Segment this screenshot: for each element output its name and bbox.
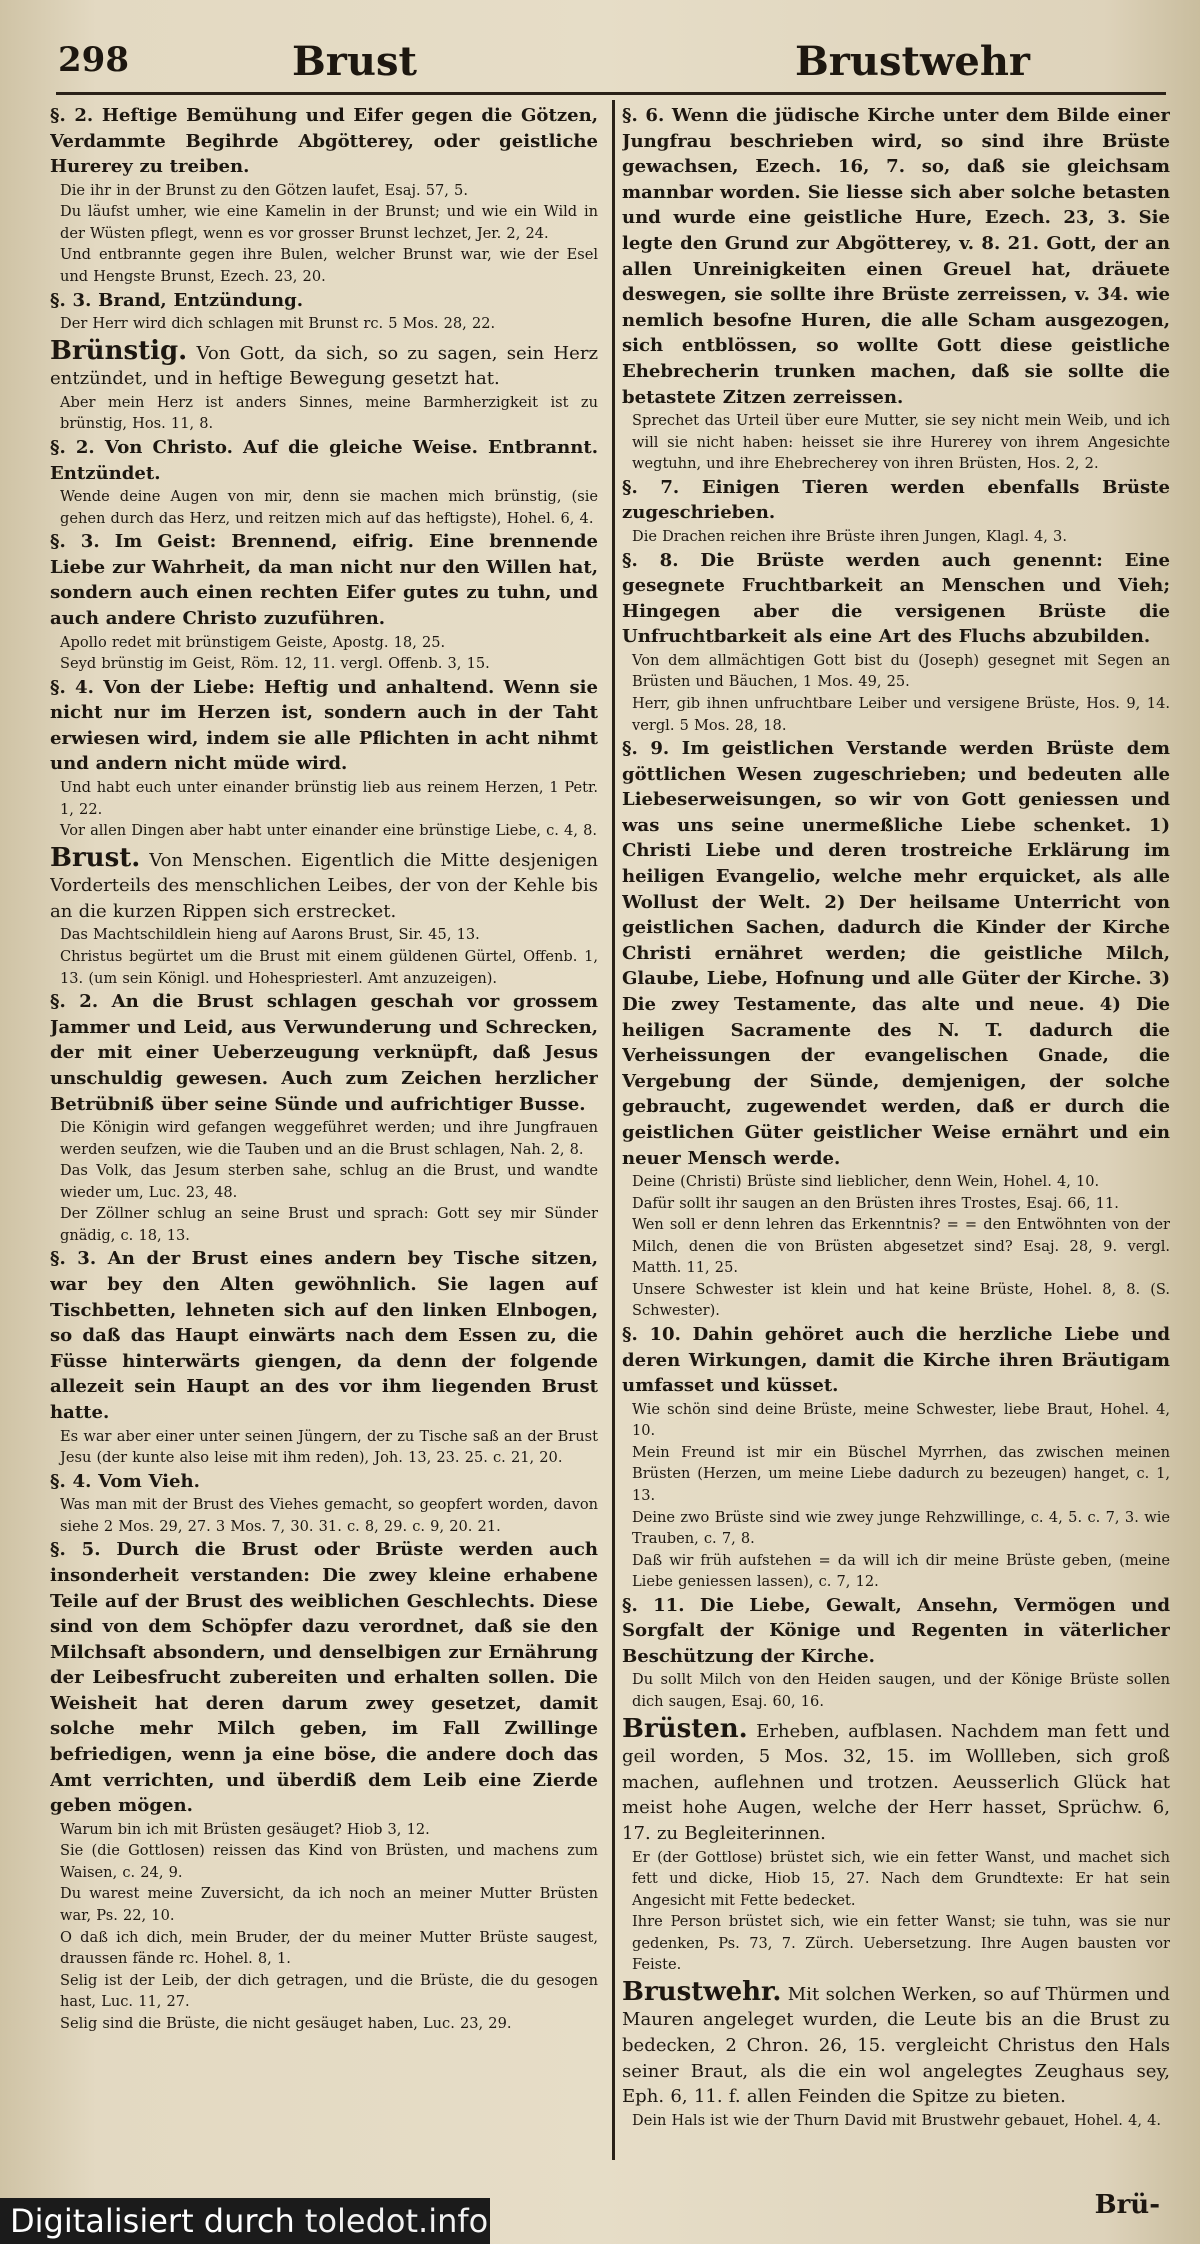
page-header (0, 34, 1200, 94)
definition-paragraph: §. 2. Heftige Bemühung und Eifer gegen die Götzen, Verdammte Begihrde Abgötterey, oder geistliche Hurerey zu treiben. (50, 105, 598, 178)
scripture-citation: Deine zwo Brüste sind wie zwey junge Rehzwillinge, c. 4, 5. c. 7, 3. wie Trauben, c. 7, 8. (632, 1508, 1170, 1548)
entry-lemma: Brust. (50, 842, 141, 873)
definition-paragraph: §. 6. Wenn die jüdische Kirche unter dem Bilde einer Jungfrau beschrieben wird, so sind ihre Brüste gewachsen, Ezech. 16, 7. so, daß sie gleichsam mannbar worden. Sie liesse sich aber solche betasten und wurde eine geistliche Hure, Ezech. 23, 3. Sie legte den Grund zur Abgötterey, v. 8. 21. Gott, der an allen Unreinigkeiten einen Greuel hat, dräuete deswegen, sie sollte ihre Brüste zerreissen, v. 34. wie nemlich besofne Huren, die alle Scham ausgezogen, sich entblössen, so wollte Gott diese geistliche Ehebrecherin trunken machen, daß sie sollte die betastete Zitzen zerreissen. (622, 105, 1170, 408)
scripture-citation: Unsere Schwester ist klein und hat keine Brüste, Hohel. 8, 8. (S. Schwester). (632, 1280, 1170, 1320)
definition-paragraph: §. 11. Die Liebe, Gewalt, Ansehn, Vermögen und Sorgfalt der Könige und Regenten in väterlicher Beschützung der Kirche. (622, 1594, 1170, 1667)
scripture-citation: Und habt euch unter einander brünstig lieb aus reinem Herzen, 1 Petr. 1, 22. (60, 779, 598, 818)
definition-paragraph: §. 4. Vom Vieh. (50, 1470, 200, 1492)
entry-lemma: Brünstig. (50, 335, 188, 366)
scripture-citation: Du läufst umher, wie eine Kamelin in der Brunst; und wie ein Wild in der Wüsten pflegt, wenn es vor grosser Brunst lechzet, Jer. 2, 24. (60, 203, 598, 242)
scripture-citation: Ihre Person brüstet sich, wie ein fetter Wanst; sie tuhn, was sie nur gedenken, Ps. 73, 7. Zürch. Uebersetzung. Ihre Augen bausten vor Feiste. (632, 1913, 1170, 1974)
scripture-citation: Seyd brünstig im Geist, Röm. 12, 11. vergl. Offenb. 3, 15. (60, 655, 490, 673)
scripture-citation: Vor allen Dingen aber habt unter einander eine brünstige Liebe, c. 4, 8. (60, 822, 597, 840)
definition-paragraph: §. 3. Im Geist: Brennend, eifrig. Eine brennende Liebe zur Wahrheit, da man nicht nur den Willen hat, sondern auch einen rechten Eifer gutes zu tuhn, und auch andere Christo zuzuführen. (50, 531, 598, 629)
entry-text: Von Menschen. Eigentlich die Mitte desjenigen Vorderteils des menschlichen Leibes, der von der Kehle bis an die kurzen Rippen sich erstrecket. (50, 849, 598, 922)
scripture-citation: Wende deine Augen von mir, denn sie machen mich brünstig, (sie gehen durch das Herz, und reitzen mich auf das heftigste), Hohel. 6, 4. (60, 488, 598, 527)
scripture-citation: Selig sind die Brüste, die nicht gesäuget haben, Luc. 23, 29. (60, 2014, 512, 2032)
scripture-citation: Was man mit der Brust des Viehes gemacht, so geopfert worden, davon siehe 2 Mos. 29, 27. 3 Mos. 7, 30. 31. c. 8, 29. c. 9, 20. 21. (60, 1496, 598, 1535)
definition-paragraph: §. 9. Im geistlichen Verstande werden Brüste dem göttlichen Wesen zugeschrieben; und bedeuten alle Liebeserweisungen, so wir von Gott geniessen und was uns seine unermeßliche Liebe schenket. 1) Christi Liebe und deren trostreiche Erklärung im heiligen Evangelio, welche mehr erquicket, als alle Wollust der Welt. 2) Der heilsame Unterricht von geistlichen Sachen, dadurch die Kinder der Kirche Christi ernähret werden; die geistliche Milch, Glaube, Liebe, Hofnung und alle Güter der Kirche. 3) Die zwey Testamente, das alte und neue. 4) Die heiligen Sacramente des N. T. dadurch die Verheissungen der evangelischen Gnade, die Vergebung der Sünde, demjenigen, der solche gebraucht, zugewendet werden, daß er durch die geistlichen Güter geistlicher Weise ernährt und ein neuer Mensch werde. (622, 738, 1170, 1169)
footer-prefix: Digitalisiert durch (10, 2202, 305, 2240)
header-rule (56, 92, 1166, 95)
scripture-citation: Es war aber einer unter seinen Jüngern, der zu Tische saß an der Brust Jesu (der kunte also leise mit ihm reden), Joh. 13, 23. 25. c. 21, 20. (60, 1427, 598, 1467)
digitization-footer[interactable] (0, 2198, 490, 2244)
scripture-citation: Die Drachen reichen ihre Brüste ihren Jungen, Klagl. 4, 3. (632, 527, 1067, 545)
definition-paragraph: §. 7. Einigen Tieren werden ebenfalls Brüste zugeschrieben. (622, 476, 1170, 524)
entry-text: Mit solchen Werken, so auf Thürmen und Mauren angeleget wurden, die Leute bis an die Brust zu bedecken, 2 Chron. 26, 15. vergleicht Christus den Hals seiner Braut, als die ein wol angelegtes Zeughaus sey, Eph. 6, 11. f. allen Feinden die Spitze zu bieten. (622, 1983, 1170, 2108)
scripture-citation: Aber mein Herz ist anders Sinnes, meine Barmherzigkeit ist zu brünstig, Hos. 11, 8. (60, 393, 598, 433)
right-column (622, 103, 1170, 2153)
footer-site-link[interactable]: toledot.info (304, 2202, 489, 2240)
dictionary-entry (50, 335, 598, 392)
dictionary-entry (622, 1976, 1170, 2110)
scripture-citation: Mein Freund ist mir ein Büschel Myrrhen, das zwischen meinen Brüsten (Herzen, um meine Liebe dadurch zu bezeugen) hanget, c. 1, 13. (632, 1443, 1170, 1504)
scripture-citation: Herr, gib ihnen unfruchtbare Leiber und versigene Brüste, Hos. 9, 14. vergl. 5 Mos. 28, 18. (632, 694, 1170, 734)
definition-paragraph: §. 2. Von Christo. Auf die gleiche Weise. Entbrannt. Entzündet. (50, 436, 598, 484)
scripture-citation: Der Zöllner schlug an seine Brust und sprach: Gott sey mir Sünder gnädig, c. 18, 13. (60, 1205, 598, 1244)
catchword: Brü- (1094, 2190, 1160, 2220)
definition-paragraph: §. 8. Die Brüste werden auch genennt: Eine gesegnete Fruchtbarkeit an Menschen und Vieh; Hingegen aber die versigenen Brüste die Unfruchtbarkeit als eine Art des Fluchs abzubilden. (622, 549, 1170, 648)
scripture-citation: Du sollt Milch von den Heiden saugen, und der Könige Brüste sollen dich saugen, Esaj. 60, 16. (632, 1671, 1170, 1711)
scripture-citation: Und entbrannte gegen ihre Bulen, welcher Brunst war, wie der Esel und Hengste Brunst, Ezech. 23, 20. (60, 246, 598, 285)
definition-paragraph: §. 2. An die Brust schlagen geschah vor grossem Jammer und Leid, aus Verwunderung und Schrecken, der mit einer Ueberzeugung verknüpft, daß Jesus unschuldig gewesen. Auch zum Zeichen herzlicher Betrübniß über seine Sünde und aufrichtiger Busse. (50, 991, 598, 1115)
page-number: 298 (58, 40, 129, 80)
definition-paragraph: §. 3. An der Brust eines andern bey Tische sitzen, war bey den Alten gewöhnlich. Sie lagen auf Tischbetten, lehneten sich auf den linken Elnbogen, so daß das Haupt einwärts nach dem Essen zu, die Füsse hinterwärts giengen, da denn der folgende allezeit sein Haupt an des vor ihm liegenden Brust hatte. (50, 1248, 598, 1423)
scripture-citation: Die ihr in der Brunst zu den Götzen laufet, Esaj. 57, 5. (60, 181, 468, 199)
scripture-citation: Die Königin wird gefangen weggeführet werden; und ihre Jungfrauen werden seufzen, wie die Tauben und an die Brust schlagen, Nah. 2, 8. (60, 1119, 598, 1158)
scripture-citation: Das Volk, das Jesum sterben sahe, schlug an die Brust, und wandte wieder um, Luc. 23, 48. (60, 1162, 598, 1201)
scripture-citation: Wie schön sind deine Brüste, meine Schwester, liebe Braut, Hohel. 4, 10. (632, 1400, 1170, 1440)
scripture-citation: Dein Hals ist wie der Thurn David mit Brustwehr gebauet, Hohel. 4, 4. (632, 2111, 1162, 2129)
scripture-citation: Wen soll er denn lehren das Erkenntnis? = = den Entwöhnten von der Milch, denen die von Brüsten abgesetzet sind? Esaj. 28, 9. vergl. Matth. 11, 25. (632, 1216, 1170, 1277)
dictionary-entry (50, 842, 598, 925)
definition-paragraph: §. 3. Brand, Entzündung. (50, 289, 304, 311)
scripture-citation: Sprechet das Urteil über eure Mutter, sie sey nicht mein Weib, und ich will sie nicht haben: heisset sie ihre Hurerey von ihrem Angesichte wegtuhn, und ihre Ehebrecherey von ihren Brüsten, Hos. 2, 2. (632, 412, 1170, 473)
scripture-citation: Apollo redet mit brünstigem Geiste, Apostg. 18, 25. (60, 633, 446, 651)
scripture-citation: Deine (Christi) Brüste sind lieblicher, denn Wein, Hohel. 4, 10. (632, 1173, 1100, 1191)
scripture-citation: Christus begürtet um die Brust mit einem güldenen Gürtel, Offenb. 1, 13. (um sein Königl. und Hohespriesterl. Amt anzuzeigen). (60, 948, 598, 987)
scripture-citation: Warum bin ich mit Brüsten gesäuget? Hiob 3, 12. (60, 1820, 430, 1838)
left-running-head: Brust (292, 38, 417, 85)
scripture-citation: O daß ich dich, mein Bruder, der du meiner Mutter Brüste saugest, draussen fände rc. Hohel. 8, 1. (60, 1928, 598, 1968)
entry-text: Erheben, aufblasen. Nachdem man fett und geil worden, 5 Mos. 32, 15. im Wollleben, sich groß machen, auflehnen und trotzen. Aeusserlich Glück hat meist hohe Augen, welche der Herr hasset, Sprüchw. 6, 17. zu Begleiterinnen. (622, 1720, 1170, 1844)
scripture-citation: Du warest meine Zuversicht, da ich noch an meiner Mutter Brüsten war, Ps. 22, 10. (60, 1885, 598, 1925)
scripture-citation: Das Machtschildlein hieng auf Aarons Brust, Sir. 45, 13. (60, 926, 480, 944)
scripture-citation: Der Herr wird dich schlagen mit Brunst rc. 5 Mos. 28, 22. (60, 315, 496, 333)
scripture-citation: Dafür sollt ihr saugen an den Brüsten ihres Trostes, Esaj. 66, 11. (632, 1194, 1119, 1212)
definition-paragraph: §. 4. Von der Liebe: Heftig und anhaltend. Wenn sie nicht nur im Herzen ist, sondern auch in der Taht erwiesen wird, indem sie alle Pflichten in acht nihmt und andern nicht müde wird. (50, 676, 598, 775)
scripture-citation: Er (der Gottlose) brüstet sich, wie ein fetter Wanst, und machet sich fett und dicke, Hiob 15, 27. Nach dem Grundtexte: Er hat sein Angesicht mit Fette bedecket. (632, 1848, 1170, 1909)
scripture-citation: Daß wir früh aufstehen = da will ich dir meine Brüste geben, (meine Liebe geniessen lassen), c. 7, 12. (632, 1551, 1170, 1591)
entry-lemma: Brustwehr. (622, 1976, 782, 2007)
definition-paragraph: §. 10. Dahin gehöret auch die herzliche Liebe und deren Wirkungen, damit die Kirche ihren Bräutigam umfasset und küsset. (622, 1323, 1170, 1397)
left-column (50, 103, 598, 2153)
definition-paragraph: §. 5. Durch die Brust oder Brüste werden auch insonderheit verstanden: Die zwey kleine erhabene Teile auf der Brust des weiblichen Geschlechts. Diese sind von dem Schöpfer dazu verordnet, daß sie den Milchsaft absondern, und denselbigen zur Ernährung der Leibesfrucht zubereiten und erhalten sollen. Die Weisheit hat deren darum zwey gesetzet, damit solche mehr Milch geben, im Fall Zwillinge befriedigen, wenn ja eine böse, die andere doch das Amt verrichten, und überdiß dem Leib eine Zierde geben mögen. (50, 1539, 598, 1817)
scripture-citation: Von dem allmächtigen Gott bist du (Joseph) gesegnet mit Segen an Brüsten und Bäuchen, 1 Mos. 49, 25. (632, 651, 1170, 691)
scripture-citation: Selig ist der Leib, der dich getragen, und die Brüste, die du gesogen hast, Luc. 11, 27. (60, 1971, 598, 2011)
right-running-head: Brustwehr (795, 38, 1030, 85)
dictionary-entry (622, 1713, 1170, 1847)
scripture-citation: Sie (die Gottlosen) reissen das Kind von Brüsten, und machens zum Waisen, c. 24, 9. (60, 1842, 598, 1881)
entry-lemma: Brüsten. (622, 1713, 748, 1744)
entry-text: Von Gott, da sich, so zu sagen, sein Herz entzündet, und in heftige Bewegung gesetzt hat. (50, 342, 598, 390)
column-divider (612, 100, 615, 2160)
